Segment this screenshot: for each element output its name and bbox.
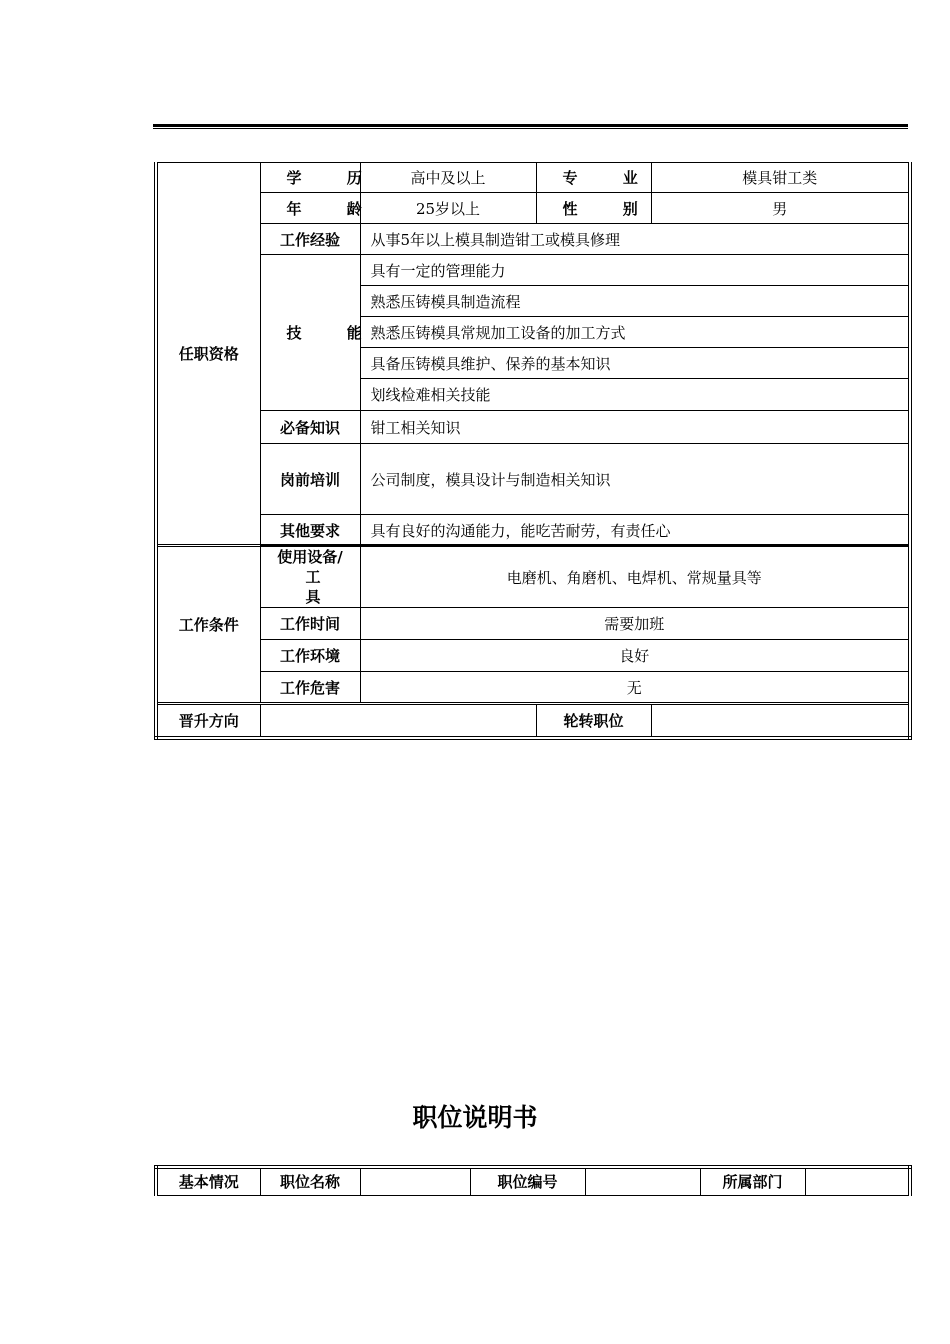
section-qualification: 任职资格	[156, 163, 260, 546]
age-label: 年 龄	[260, 193, 360, 224]
other-requirements-value: 具有良好的沟通能力，能吃苦耐劳，有责任心	[360, 515, 910, 546]
knowledge-label: 必备知识	[260, 411, 360, 444]
document-title: 职位说明书	[412, 1103, 538, 1132]
equipment-value: 电磨机、角磨机、电焊机、常规量具等	[360, 546, 910, 608]
basic-info-label: 基本情况	[156, 1167, 260, 1195]
education-value: 高中及以上	[360, 163, 536, 193]
skill-item: 具有一定的管理能力	[360, 255, 910, 286]
promotion-label: 晋升方向	[156, 704, 260, 738]
skills-label: 技 能	[260, 255, 360, 411]
education-label: 学 历	[260, 163, 360, 193]
experience-label: 工作经验	[260, 224, 360, 255]
work-time-label: 工作时间	[260, 608, 360, 640]
work-hazard-value: 无	[360, 672, 910, 704]
position-name-value	[360, 1167, 470, 1195]
equipment-label-line2: 工 具	[305, 568, 341, 606]
department-label: 所属部门	[700, 1167, 805, 1195]
training-label: 岗前培训	[260, 444, 360, 515]
knowledge-value: 钳工相关知识	[360, 411, 910, 444]
age-value: 25岁以上	[360, 193, 536, 224]
position-number-value	[585, 1167, 700, 1195]
work-hazard-label: 工作危害	[260, 672, 360, 704]
other-requirements-label: 其他要求	[260, 515, 360, 546]
equipment-label-line1: 使用设备/	[277, 548, 343, 566]
equipment-label	[260, 546, 360, 608]
section-work-conditions: 工作条件	[156, 546, 260, 704]
skill-item: 熟悉压铸模具制造流程	[360, 286, 910, 317]
major-value: 模具钳工类	[651, 163, 910, 193]
qualification-table	[154, 162, 912, 740]
skill-item: 具备压铸模具维护、保养的基本知识	[360, 348, 910, 379]
work-environment-label: 工作环境	[260, 640, 360, 672]
department-value	[805, 1167, 910, 1195]
basic-info-table	[154, 1165, 912, 1196]
major-label: 专 业	[536, 163, 651, 193]
experience-value: 从事5年以上模具制造钳工或模具修理	[360, 224, 910, 255]
rotation-value	[651, 704, 910, 738]
position-name-label: 职位名称	[260, 1167, 360, 1195]
position-number-label: 职位编号	[470, 1167, 585, 1195]
header-rule	[153, 124, 908, 127]
work-environment-value: 良好	[360, 640, 910, 672]
gender-label: 性 别	[536, 193, 651, 224]
header-rule-thin	[153, 128, 908, 129]
training-value: 公司制度，模具设计与制造相关知识	[360, 444, 910, 515]
promotion-value	[260, 704, 536, 738]
work-time-value: 需要加班	[360, 608, 910, 640]
skill-item: 熟悉压铸模具常规加工设备的加工方式	[360, 317, 910, 348]
rotation-label: 轮转职位	[536, 704, 651, 738]
skill-item: 划线检难相关技能	[360, 379, 910, 411]
gender-value: 男	[651, 193, 910, 224]
